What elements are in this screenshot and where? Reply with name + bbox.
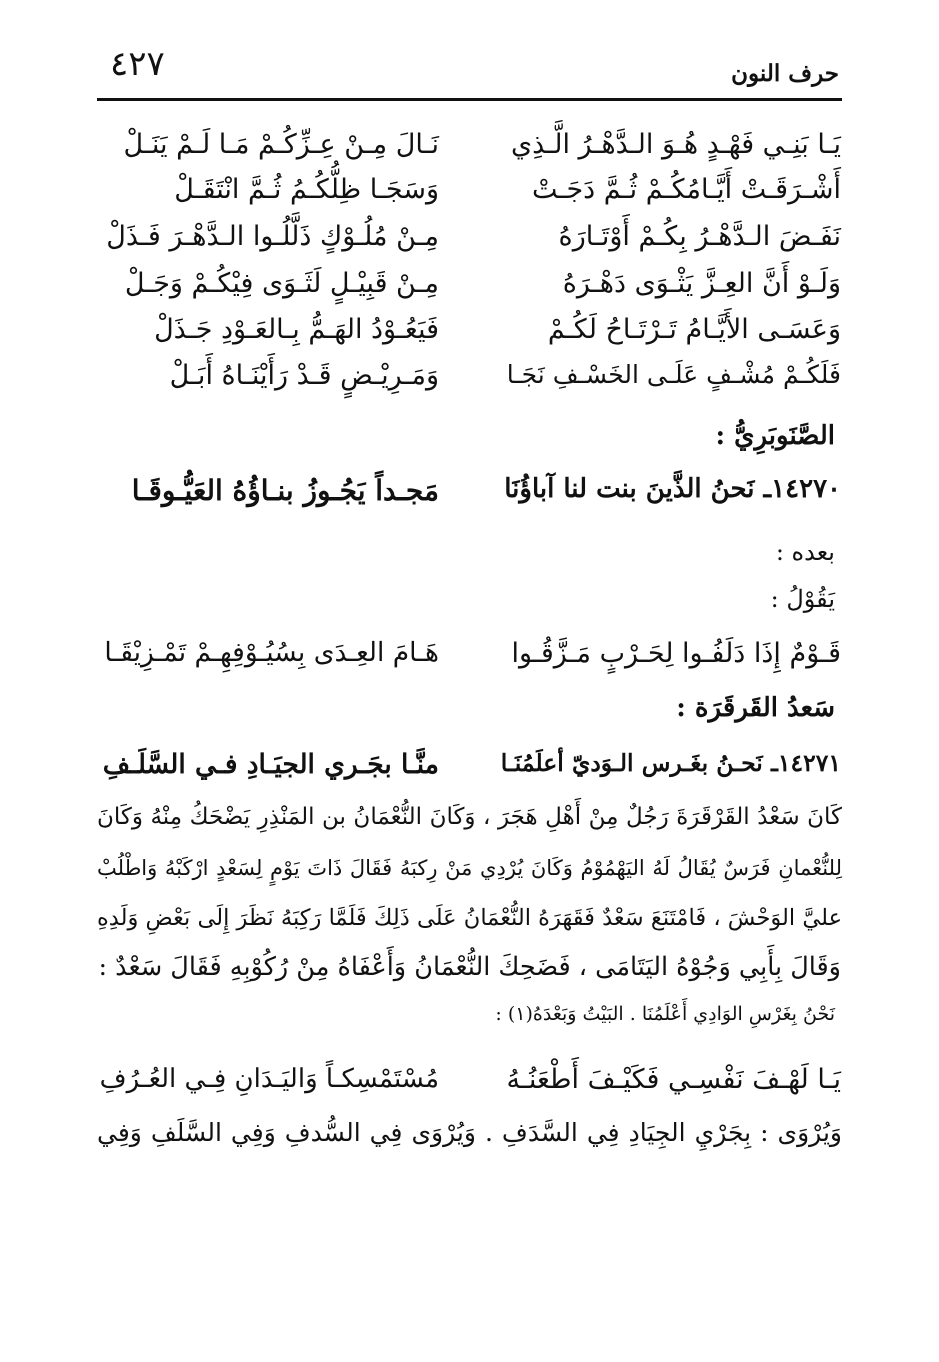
verse-14271-second-hemistich: منَّـا بجَـري الجيَـادِ فـي السَّلَـفِ [102, 749, 439, 780]
quote-line: نَحْنُ بِغَرْسِ الوَادِي أَعْلَمُنَا . البَيْتُ وَبَعْدَهُ(١) : [495, 1003, 835, 1025]
verse-4-first-hemistich: وَلَـوْ أَنَّ العِـزَّ يَثْـوَى دَهْـرَهُ [562, 268, 841, 299]
verse-first-hemistich: نَحـنُ بغَـرس الـوَديّ أعلَمُنَـا [500, 749, 763, 777]
verse-6-second-hemistich: وَمَـرِيْـضٍ قَـدْ رَأَيْنَـاهُ أَبَـلْ [169, 360, 439, 391]
note-after: بعده : [775, 538, 835, 566]
extra-verse-first-hemistich: قَـوْمٌ إِذَا دَلَفُـوا لِحَـرْبٍ مَـزَّقُـوا [511, 638, 841, 669]
page-number: ٤٢٧ [110, 44, 165, 84]
verse-14271 [501, 749, 841, 777]
verse-2-second-hemistich: وَسَجَـا ظِلُّكُـمُ ثُـمَّ انْتَقَـلْ [174, 174, 439, 205]
page-header: حرف النون [731, 60, 839, 87]
verse-4-second-hemistich: مِـنْ قَبِيْـلٍ لَثَـوَى فِيْكُـمْ وَجَـلْ [124, 268, 439, 299]
note-says: يَقُوْلُ : [770, 585, 835, 613]
extra-verse-second-hemistich: هَـامَ العِـدَى بِسُيُـوْفِهِـمْ تَمْـزِيْقَـا [104, 637, 439, 668]
verse-number: ١٤٢٧٠ـ [763, 474, 841, 504]
header-rule [97, 98, 842, 101]
verse-number: ١٤٢٧١ـ [770, 749, 841, 777]
verse-14270-second-hemistich: مَجـداً يَجُـوزُ بنـاؤُهُ العَيُّـوقَـا [131, 474, 439, 507]
verse-3-second-hemistich: مِـنْ مُلُـوْكٍ ذَلَّلُـوا الـدَّهْـرَ فَـذَلْ [106, 221, 439, 252]
verse-1-second-hemistich: نَـالَ مِـنْ عِـزِّكُـمْ مَـا لَـمْ يَنَـلْ [123, 129, 439, 160]
verse-2-first-hemistich: أَشْـرَقَـتْ أَيَّـامُكُـمْ ثُـمَّ دَجَـتْ [532, 174, 841, 205]
verse-6-first-hemistich: فَلَكُـمْ مُشْـفٍ عَلَـى الخَسْـفِ نَجَـا [506, 360, 841, 389]
verse-3-first-hemistich: نَفَـضَ الـدَّهْـرُ بِكُـمْ أَوْتَـارَهُ [558, 221, 841, 252]
final-verse-second-hemistich: مُسْتَمْسِكـاً وَاليَـدَانِ فِـي العُـرُفِ [99, 1064, 439, 1094]
verse-first-hemistich: نَحنُ الذَّينَ بنت لنا آباؤُنَا [504, 474, 755, 504]
final-verse-first-hemistich: يَـا لَهْـفَ نَفْسِـي فَكَيْـفَ أَطْعَنُـهُ [506, 1064, 841, 1095]
verse-5-first-hemistich: وَعَسَـى الأَيَّـامُ تَـرْتَـاحُ لَكُـمْ [547, 314, 841, 345]
prose-line-4: وَقَالَ بِأَبِي وَجُوْهُ اليَتَامَى ، فَضَحِكَ النُّعْمَانُ وَأَعْفَاهُ مِنْ رُكُوْبِهِ فَقَالَ سَعْدٌ : [98, 952, 841, 982]
final-prose-line: وَيُرْوَى : بِجَرْيِ الجِيَادِ فِي السَّدَفِ . وَيُرْوَى فِي السُّدفِ وَفِي السَّلَفِ وَفِي [97, 1118, 842, 1147]
poet-heading-saad: سَعدُ القَرقَرَة : [676, 693, 835, 723]
prose-line-1: كَانَ سَعْدُ القَرْقَرَةَ رَجُلٌ مِنْ أَهْلِ هَجَرَ ، وَكَانَ النُّعْمَانُ بن المَنْذِرِ يَضْحَكُ مِنْهُ وَكَانَ [97, 804, 842, 830]
poet-heading-sanawbari: الصَّنَوبَرِيُّ : [715, 421, 835, 451]
verse-1-first-hemistich: يَـا بَنِـي فَهْـدٍ هُـوَ الـدَّهْـرُ الَّـذِي [511, 129, 841, 160]
verse-5-second-hemistich: فَيَعُـوْدُ الهَـمُّ بِـالعَـوْدِ جَـذَلْ [154, 314, 439, 345]
verse-14270 [504, 474, 841, 504]
prose-line-2: لِلنُّعْمانِ فَرَسٌ يُقَالُ لَهُ اليَهْمُوْمُ وَكَانَ يُرْدِي مَنْ رِكبَهُ فَقَالَ ذَاتَ يَوْمٍ لِسَعْدٍ ارْكَبْهُ وَاطْلُبْ [97, 856, 842, 880]
prose-line-3: عليَّ الوَحْشَ ، فَامْتَنَعَ سَعْدٌ فَقَهَرَهُ النُّعْمَانُ عَلَى ذَلِكَ فَلَمَّا رَكِبَهُ نَظَرَ إِلَى بَعْضِ وَلَدِهِ [97, 905, 842, 931]
